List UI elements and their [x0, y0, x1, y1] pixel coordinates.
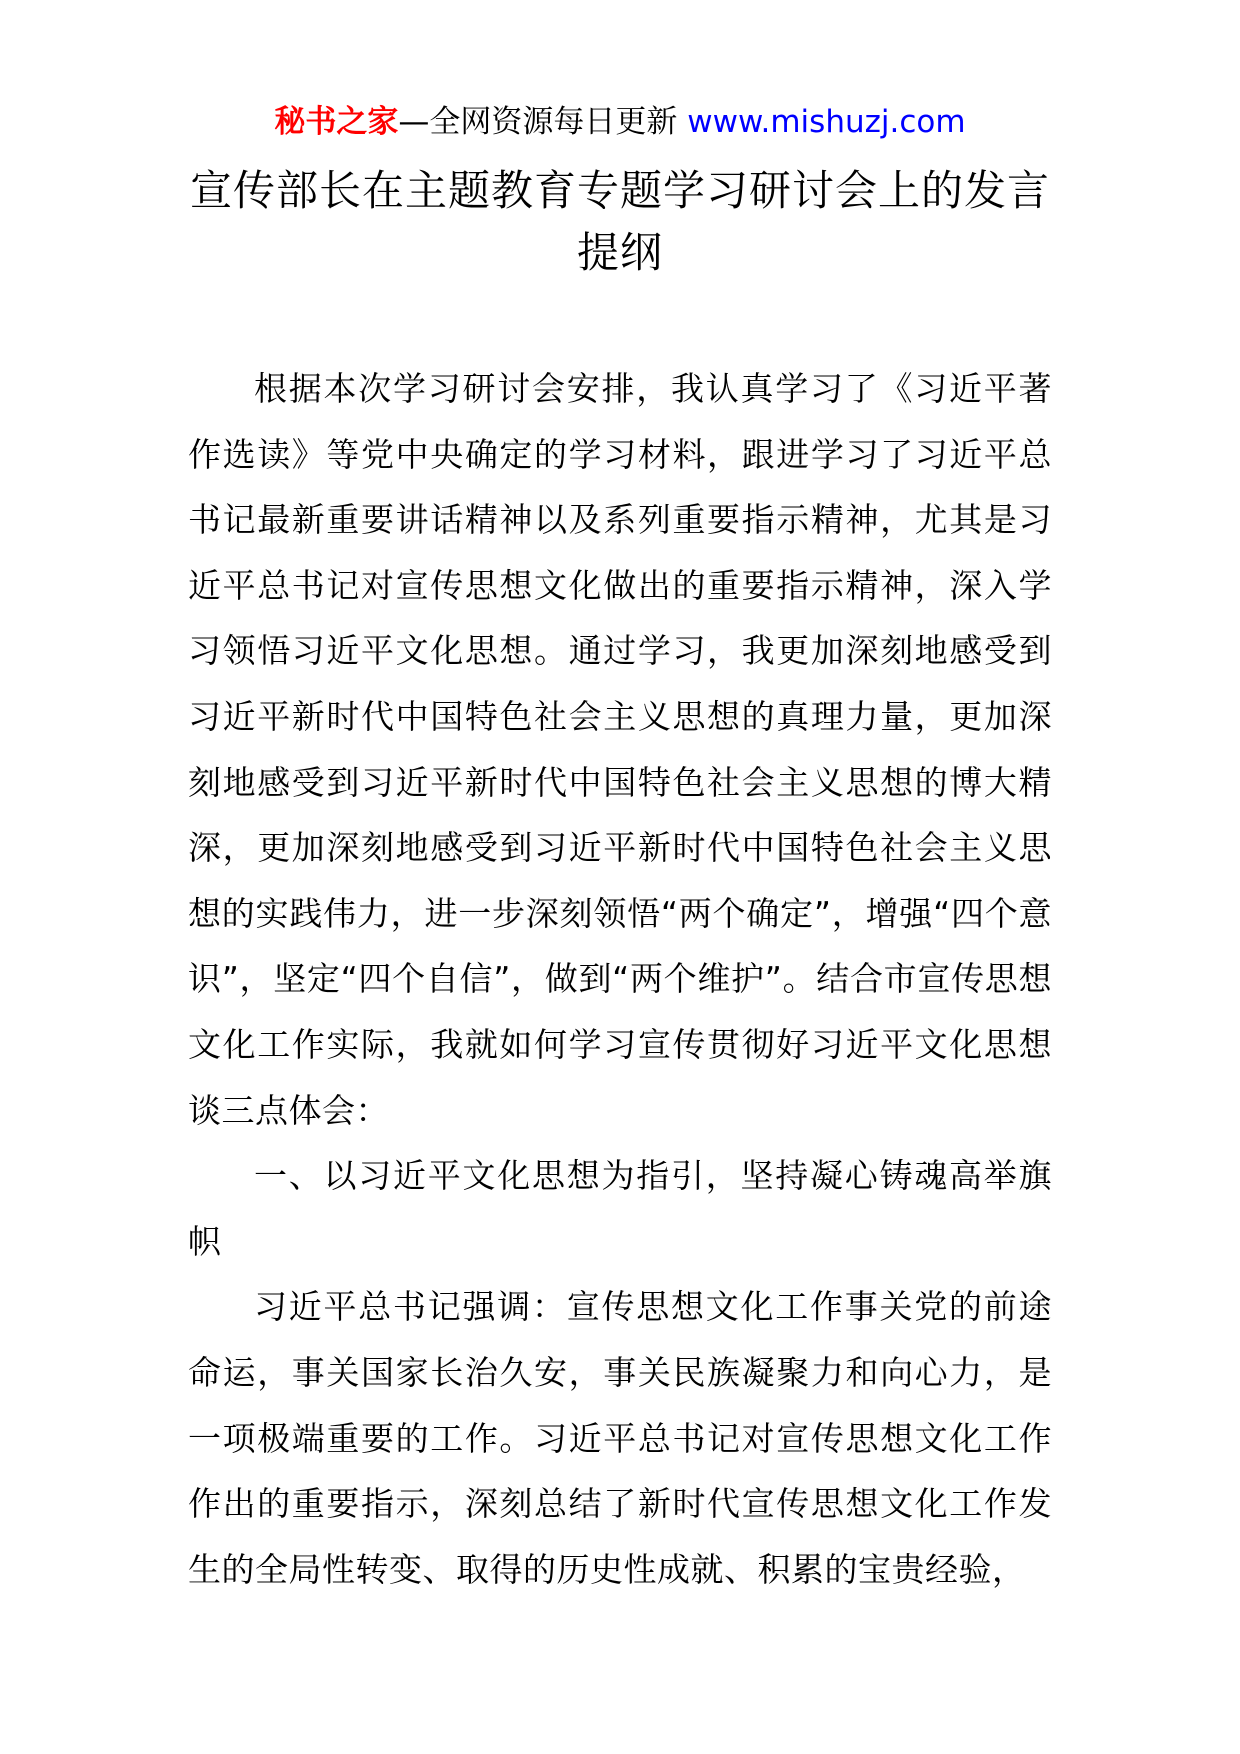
document-title: 宣传部长在主题教育专题学习研讨会上的发言提纲 — [189, 166, 1050, 277]
site-url-link[interactable]: www.mishuzj.com — [687, 104, 966, 140]
intro-paragraph: 根据本次学习研讨会安排，我认真学习了《习近平著作选读》等党中央确定的学习材料，跟进学习了习近平总书记最新重要讲话精神以及系列重要指示精神，尤其是习近平总书记对宣传思想文化做出的重要指示精神，深入学习领悟习近平文化思想。通过学习，我更加深刻地感受到习近平新时代中国特色社会主义思想的真理力量，更加深刻地感受到习近平新时代中国特色社会主义思想的博大精深，更加深刻地感受到习近平新时代中国特色社会主义思想的实践伟力，进一步深刻领悟“两个确定”，增强“四个意识”，坚定“四个自信”，做到“两个维护”。结合市宣传思想文化工作实际，我就如何学习宣传贯彻好习近平文化思想谈三点体会： — [188, 369, 1052, 1130]
section-1-paragraph: 习近平总书记强调：宣传思想文化工作事关党的前途命运，事关国家长治久安，事关民族凝聚力和向心力，是一项极端重要的工作。习近平总书记对宣传思想文化工作作出的重要指示，深刻总结了新时代宣传思想文化工作发生的全局性转变、取得的历史性成就、积累的宝贵经验， — [188, 1287, 1052, 1589]
document-body — [188, 356, 1052, 1602]
header-tagline: —全网资源每日更新 — [398, 104, 678, 140]
brand-name: 秘书之家 — [274, 104, 399, 140]
site-header — [0, 100, 1240, 144]
section-heading-1: 一、以习近平文化思想为指引，坚持凝心铸魂高举旗帜 — [188, 1156, 1052, 1261]
